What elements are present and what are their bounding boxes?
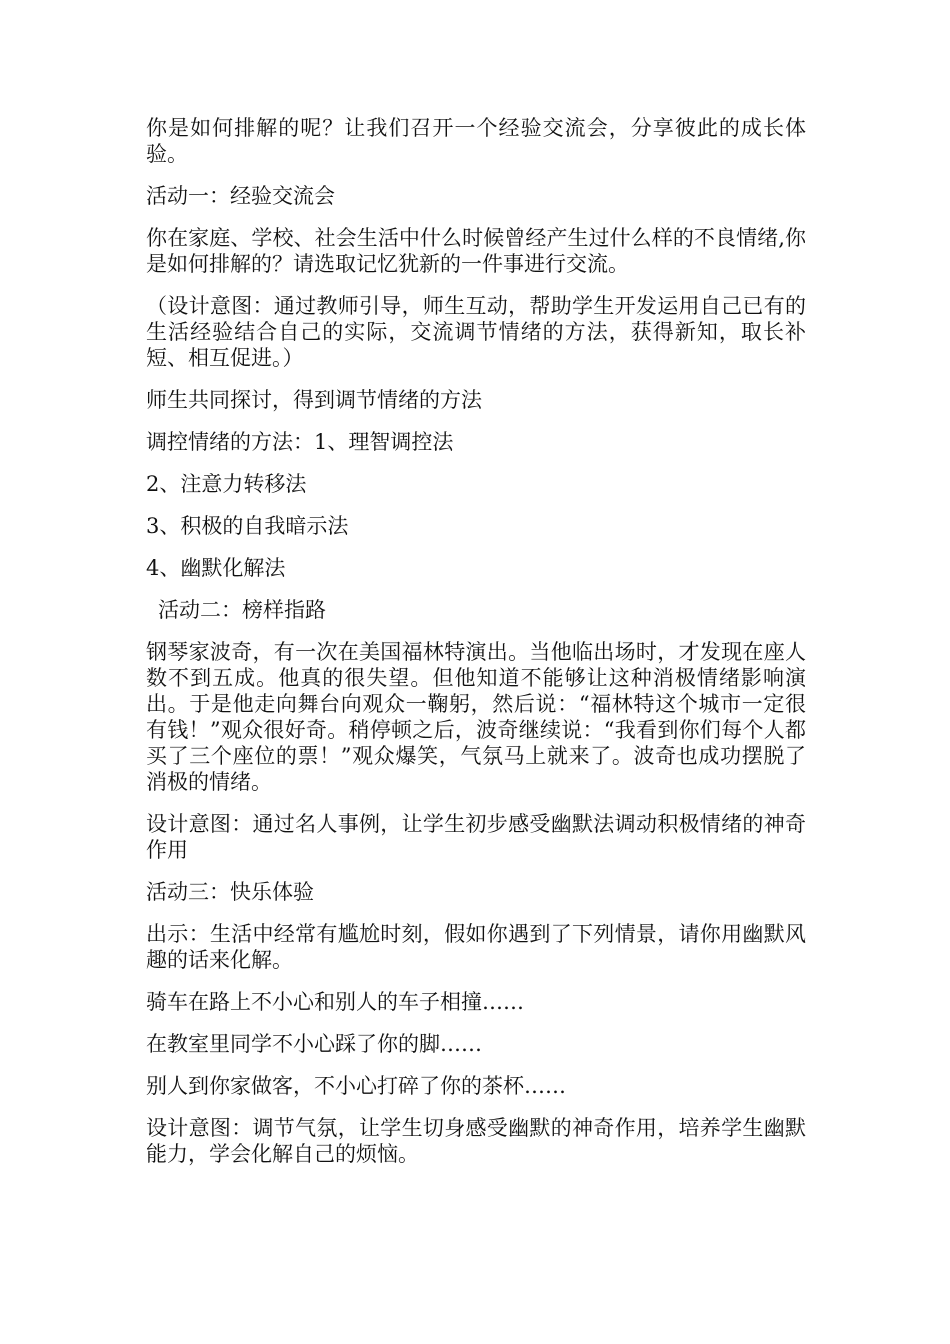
paragraph-prompt: 出示：生活中经常有尴尬时刻，假如你遇到了下列情景，请你用幽默风趣的话来化解。 [146, 922, 806, 972]
paragraph-story: 钢琴家波奇，有一次在美国福林特演出。当他临出场时，才发现在座人数不到五成。他真的很失望。但他知道不能够让这种消极情绪影响演出。于是他走向舞台向观众一鞠躬，然后说：“福林特这个城市一定很有钱！”观众很好奇。稍停顿之后，波奇继续说：“我看到你们每个人都买了三个座位的票！”观众爆笑，气氛马上就来了。波奇也成功摆脱了消极的情绪。 [146, 640, 806, 794]
list-item-scenario-1: 骑车在路上不小心和别人的车子相撞…… [146, 990, 524, 1014]
heading-activity-three: 活动三：快乐体验 [146, 880, 314, 904]
paragraph-design-intent-2: 设计意图：通过名人事例，让学生初步感受幽默法调动积极情绪的神奇作用 [146, 812, 806, 862]
list-item-method-3: 3、积极的自我暗示法 [146, 514, 349, 538]
list-item-method-4: 4、幽默化解法 [146, 556, 286, 580]
list-item-scenario-3: 别人到你家做客，不小心打碎了你的茶杯…… [146, 1074, 566, 1098]
list-item-method-2: 2、注意力转移法 [146, 472, 307, 496]
paragraph-question: 你在家庭、学校、社会生活中什么时候曾经产生过什么样的不良情绪,你是如何排解的？请选取记忆犹新的一件事进行交流。 [146, 226, 806, 276]
heading-activity-one: 活动一：经验交流会 [146, 184, 335, 208]
list-item-scenario-2: 在教室里同学不小心踩了你的脚…… [146, 1032, 482, 1056]
paragraph-discussion: 师生共同探讨，得到调节情绪的方法 [146, 388, 482, 412]
heading-activity-two: 活动二：榜样指路 [158, 598, 326, 622]
paragraph-intro: 你是如何排解的呢？让我们召开一个经验交流会，分享彼此的成长体验。 [146, 116, 806, 166]
list-item-method-1: 调控情绪的方法：1、理智调控法 [146, 430, 454, 454]
paragraph-design-intent-3: 设计意图：调节气氛，让学生切身感受幽默的神奇作用，培养学生幽默能力，学会化解自己的烦恼。 [146, 1116, 806, 1166]
document-body [146, 115, 806, 1183]
paragraph-design-intent-1: （设计意图：通过教师引导，师生互动，帮助学生开发运用自己已有的生活经验结合自己的实际，交流调节情绪的方法，获得新知，取长补短、相互促进。） [146, 294, 806, 370]
